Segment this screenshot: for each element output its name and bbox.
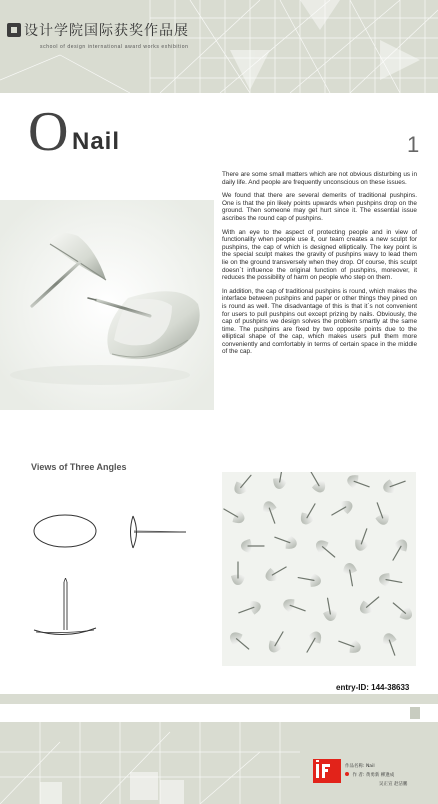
description-text: [222, 171, 417, 362]
bullet-icon: [345, 772, 349, 776]
project-title: Nail: [72, 128, 121, 155]
paragraph: With an eye to the aspect of protecting people and in view of functionality when people use it, our team creates a new sculpt for pushpins, the cap of which is designed elliptically. The key point is the special sculpt makes the gravity of pushpins wavy to lead them lie on the ground transversely when they drop. Of course, this sculpt doesn`t influence the original function of pushpins, moreover, it reduces the possibility of harm on people who step on them.: [222, 228, 417, 282]
work-name: 作品名称: Nail: [345, 764, 375, 769]
paragraph: In addition, the cap of traditional pushpins is round, which makes the interface between pushpins and paper or other things they pined on is round as well. The disadvantage of this is that it`s not convenient for users to pull pushpins out except prizing by nails. Obviously, the cap of pushpins we design solves the problem smartly at the same time. The pushpins are fixed by two opposite points due to the elliptical shape of the cap, which makes users pull them more conveniently and comfortably in terms of certain space in the middle of the cap.: [222, 287, 417, 356]
scattered-pushpins-photo: [222, 472, 416, 666]
authors-row-2: 吴正宣 赵洁鹏: [379, 782, 408, 787]
credits-block: [345, 762, 407, 789]
exhibition-subtitle: school of design international award works exhibition: [40, 44, 189, 50]
school-logo-icon: [7, 23, 21, 37]
title-initial: O: [28, 101, 69, 163]
side-view-drawing: [124, 512, 192, 552]
front-view-drawing: [30, 578, 100, 642]
paragraph: We found that there are several demerits of traditional pushpins. One is that the pin likely points upwards when pushpins drop on the ground. Then someone may get hurt since it. The essential issue ascribes the round cap of pushpins.: [222, 192, 417, 222]
if-design-award-logo: [313, 759, 341, 783]
header-band: [0, 0, 438, 93]
authors-row-1: 黄勇新 柳逢成: [365, 773, 395, 778]
author-label: 作 者:: [352, 773, 365, 778]
pushpin-render-image: [0, 200, 214, 410]
views-heading: Views of Three Angles: [31, 462, 127, 472]
exhibition-title: 设计学院国际获奖作品展: [24, 23, 189, 39]
top-view-drawing: [30, 510, 100, 552]
paragraph: There are some small matters which are not obvious disturbing us in daily life. And people are frequently unconscious on these issues.: [222, 171, 417, 186]
page-number: 1: [407, 132, 420, 157]
entry-id: entry-ID: 144-38633: [336, 683, 410, 692]
page-marker-icon: [410, 707, 420, 719]
footer-divider: [0, 704, 438, 722]
